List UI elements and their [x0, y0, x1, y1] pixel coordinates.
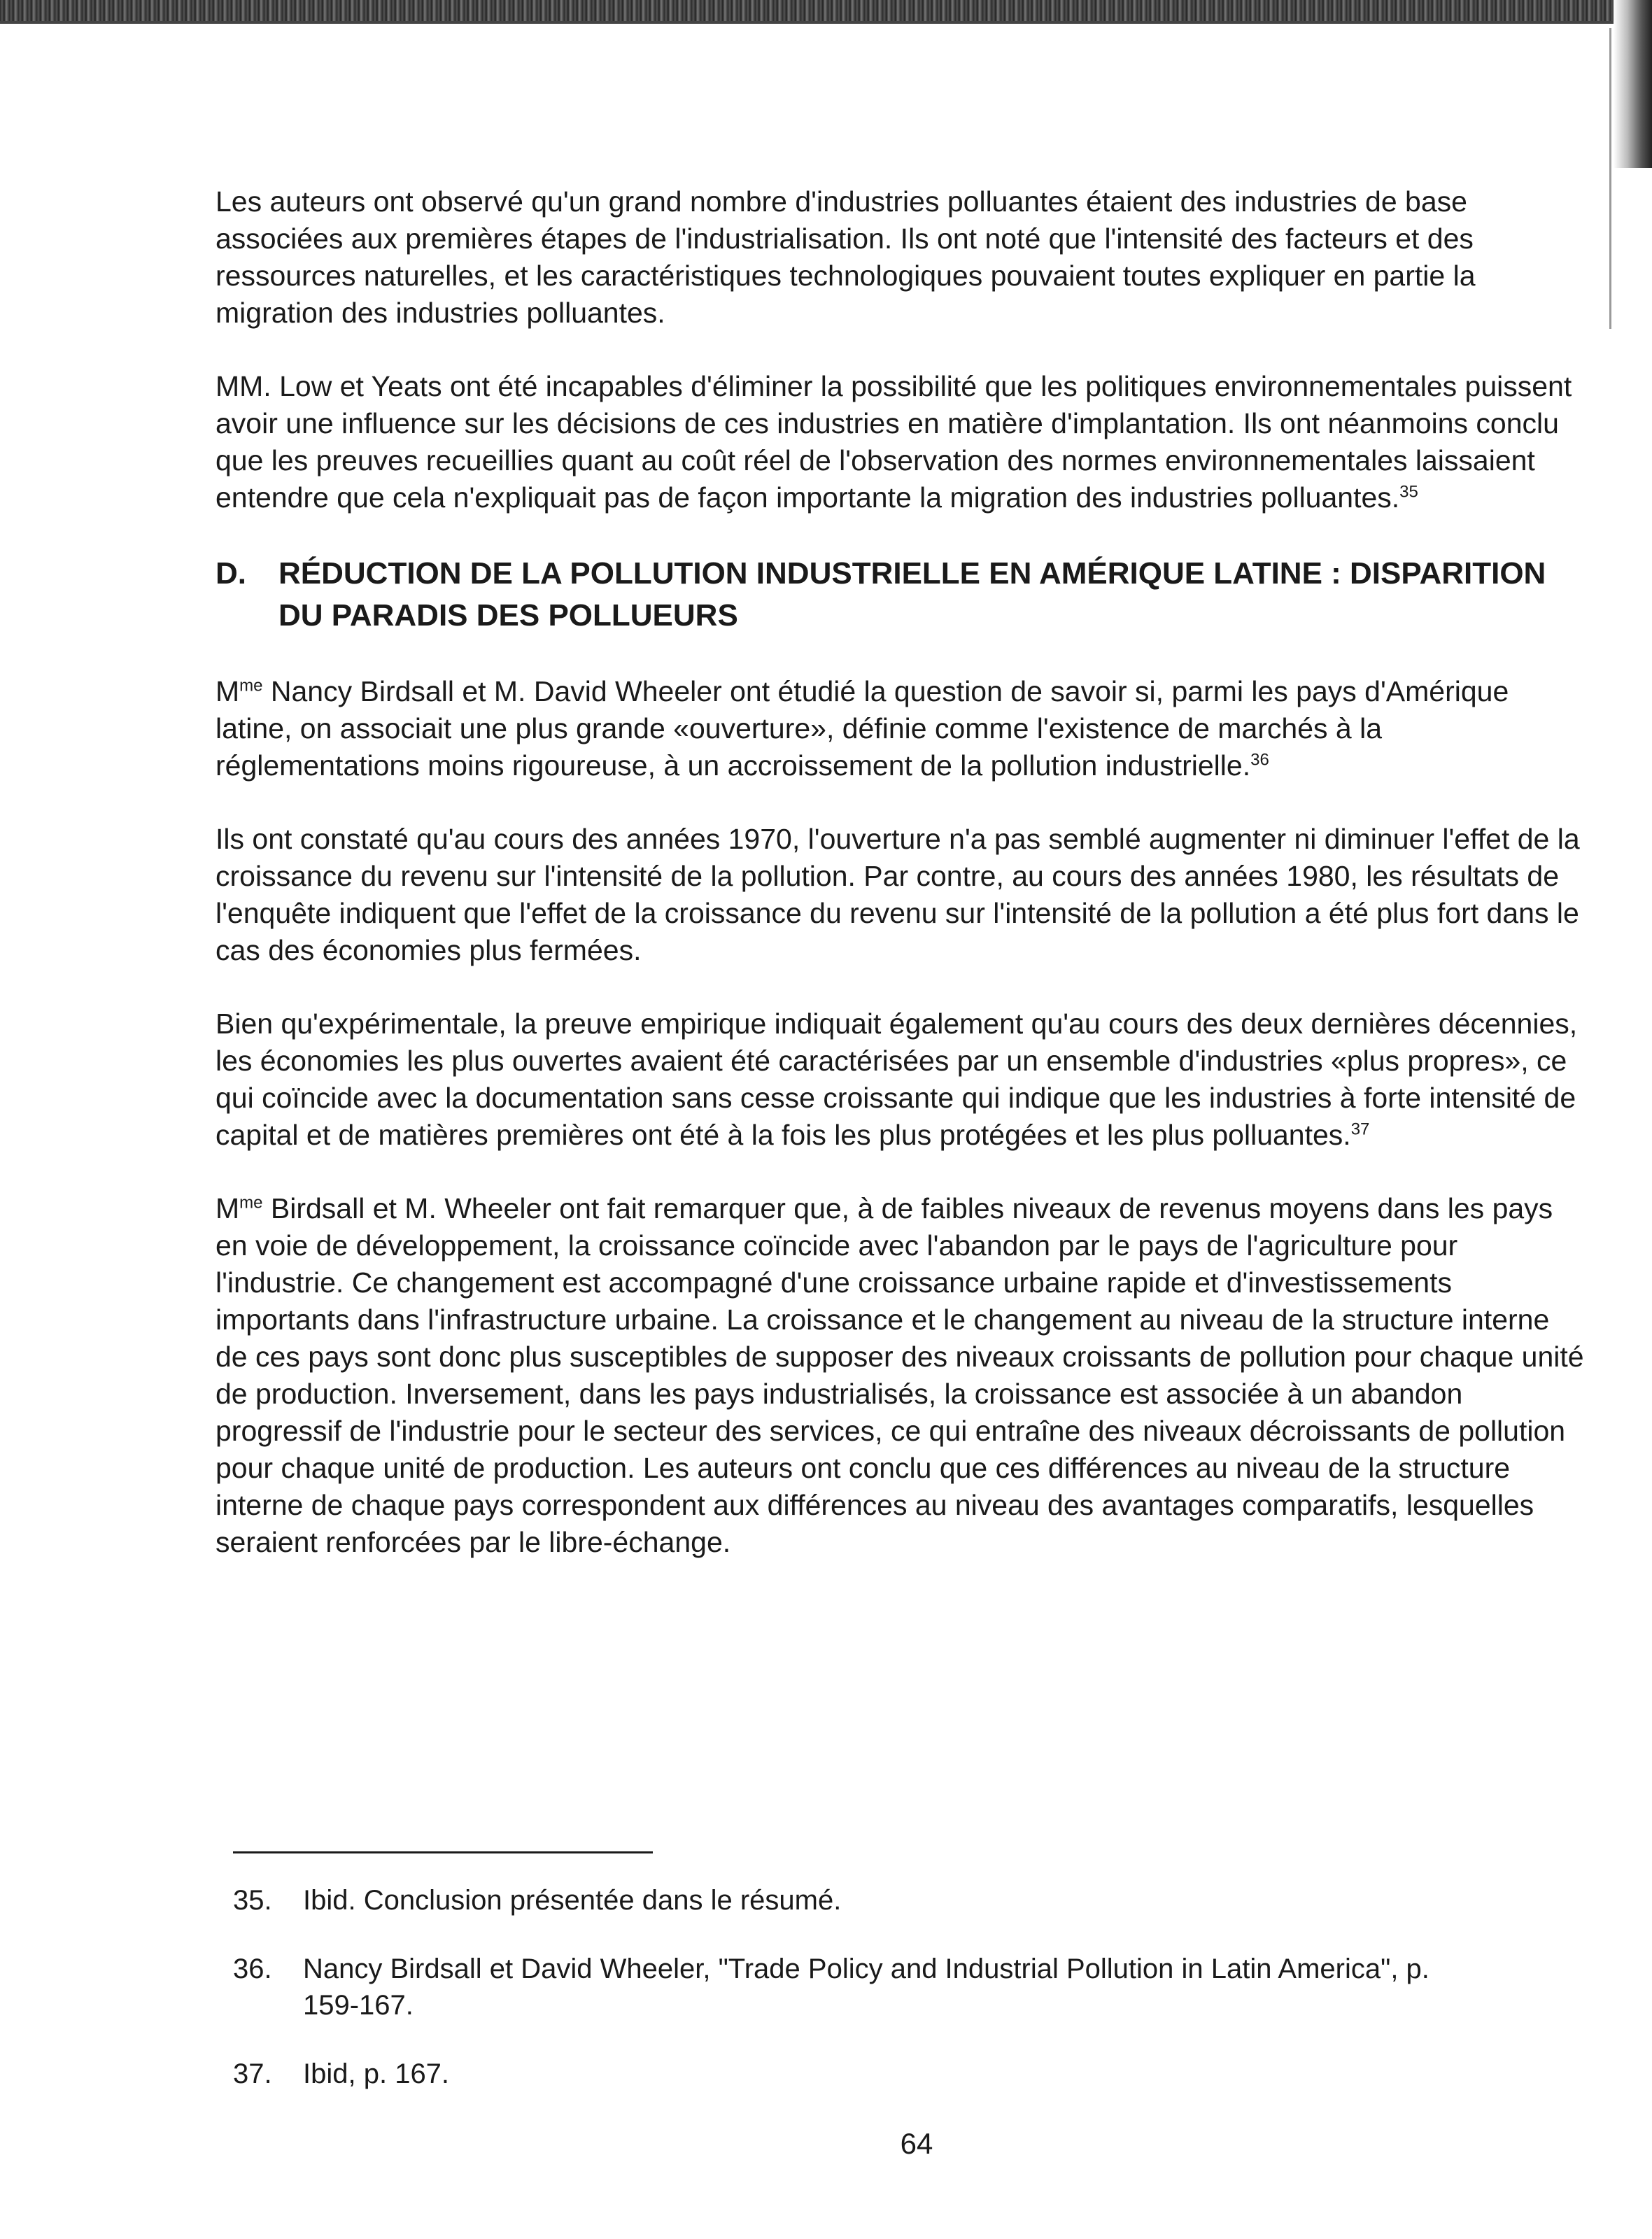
page-body	[216, 183, 1587, 1597]
paragraph-6-text: Birdsall et M. Wheeler ont fait remarquer que, à de faibles niveaux de revenus moyens dans les pays en voie de développement, la croissance coïncide avec l'abandon par le pays de l'agriculture pour l'industrie. Ce changement est accompagné d'une croissance urbaine rapide et d'investissements importants dans l'infrastructure urbaine. La croissance et le changement au niveau de la structure interne de ces pays sont donc plus susceptibles de supposer des niveaux croissants de pollution pour chaque unité de production. Inversement, dans les pays industrialisés, la croissance est associée à un abandon progressif de l'industrie pour le secteur des services, ce qui entraîne des niveaux décroissants de pollution pour chaque unité de production. Les auteurs ont conclu que ces différences au niveau de la structure interne de chaque pays correspondent aux différences au niveau des avantages comparatifs, lesquelles seraient renforcées par le libre-échange.	[216, 1192, 1584, 1558]
paragraph-5-text: Bien qu'expérimentale, la preuve empirique indiquait également qu'au cours des deux dernières décennies, les économies les plus ouvertes avaient été caractérisées par un ensemble d'industries «plus propres», ce qui coïncide avec la documentation sans cesse croissante qui indique que les industries à forte intensité de capital et de matières premières ont été à la fois les plus protégées et les plus polluantes.	[216, 1008, 1578, 1151]
scan-border-corner	[1614, 0, 1652, 168]
footnote-text: Ibid, p. 167.	[303, 2058, 450, 2089]
honorific-sup: me	[239, 1193, 263, 1213]
footnote-36	[233, 1951, 1492, 2023]
footnote-37	[233, 2056, 1492, 2092]
honorific: M	[216, 675, 240, 707]
footnote-number: 37.	[233, 2058, 272, 2089]
section-title: RÉDUCTION DE LA POLLUTION INDUSTRIELLE EN AMÉRIQUE LATINE : DISPARITION DU PARADIS DES POLLUEURS	[278, 556, 1546, 633]
footnote-text: Ibid. Conclusion présentée dans le résumé.	[303, 1885, 842, 1916]
scan-border-top	[0, 0, 1652, 21]
page-number: 64	[900, 2127, 933, 2160]
honorific-sup: me	[239, 676, 263, 695]
paragraph-3	[216, 673, 1587, 784]
footnote-text: Nancy Birdsall et David Wheeler, "Trade Policy and Industrial Pollution in Latin America", p. 159-167.	[303, 1954, 1429, 2021]
scan-border-right	[1609, 28, 1611, 329]
honorific: M	[216, 1192, 240, 1224]
paragraph-3-text: Nancy Birdsall et M. David Wheeler ont étudié la question de savoir si, parmi les pays d'Amérique latine, on associait une plus grande «ouverture», définie comme l'existence de marchés à la réglementations moins rigoureuse, à un accroissement de la pollution industrielle.	[216, 675, 1509, 782]
paragraph-2-text: MM. Low et Yeats ont été incapables d'éliminer la possibilité que les politiques environnementales puissent avoir une influence sur les décisions de ces industries en matière d'implantation. Ils ont néanmoins conclu que les preuves recueillies quant au coût réel de l'observation des normes environnementales laissaient entendre que cela n'expliquait pas de façon importante la migration des industries polluantes.	[216, 370, 1572, 514]
section-heading	[216, 553, 1587, 637]
footnote-number: 36.	[233, 1954, 272, 1984]
footnote-separator	[233, 1851, 653, 1853]
footnote-ref-36[interactable]: 36	[1250, 750, 1269, 770]
paragraph-2	[216, 368, 1587, 516]
footnote-number: 35.	[233, 1885, 272, 1916]
scan-border-line	[0, 21, 1652, 24]
footnotes	[233, 1882, 1492, 2124]
footnote-35	[233, 1882, 1492, 1919]
paragraph-4: Ils ont constaté qu'au cours des années 1970, l'ouverture n'a pas semblé augmenter ni diminuer l'effet de la croissance du revenu sur l'intensité de la pollution. Par contre, au cours des années 1980, les résultats de l'enquête indiquent que l'effet de la croissance du revenu sur l'intensité de la pollution a été plus fort dans le cas des économies plus fermées.	[216, 823, 1580, 966]
paragraph-5	[216, 1005, 1587, 1154]
section-letter: D.	[216, 556, 246, 591]
footnote-ref-35[interactable]: 35	[1399, 482, 1418, 502]
paragraph-1: Les auteurs ont observé qu'un grand nombre d'industries polluantes étaient des industries de base associées aux premières étapes de l'industrialisation. Ils ont noté que l'intensité des facteurs et des ressources naturelles, et les caractéristiques technologiques pouvaient toutes expliquer en partie la migration des industries polluantes.	[216, 185, 1476, 329]
paragraph-6	[216, 1190, 1587, 1561]
footnote-ref-37[interactable]: 37	[1350, 1120, 1370, 1139]
